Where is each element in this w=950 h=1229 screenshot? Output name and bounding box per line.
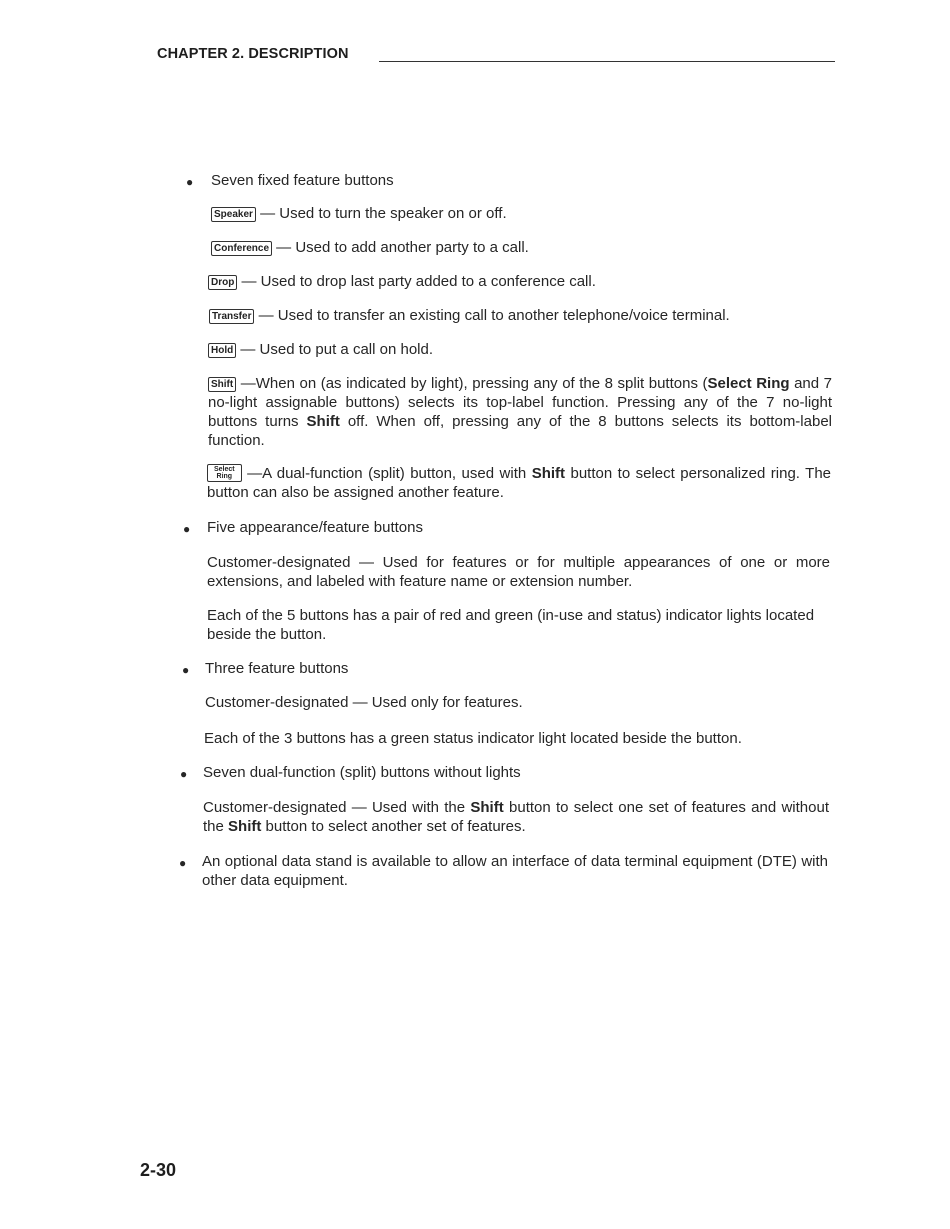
appearance-paragraph-1: Customer-designated — Used for features or for multiple appearances of one or more extensions, and labeled with feature name or extension number.: [207, 554, 830, 590]
page-header: [157, 46, 835, 68]
page-number: 2-30: [140, 1160, 177, 1180]
select-ring-bold: Select Ring: [707, 375, 790, 392]
speaker-item: [211, 204, 507, 223]
hold-item: [208, 340, 433, 359]
shift-bold: Shift: [228, 818, 262, 835]
bullet-fixed-buttons: Seven fixed feature buttons: [211, 172, 394, 189]
select-ring-desc-2: button to select personalized ring. The button can also be assigned another feature.: [207, 465, 832, 501]
shift-desc-3: off. When off, pressing any of the 8 buttons selects its bottom-label function.: [208, 413, 832, 449]
shift-bold: Shift: [531, 465, 566, 482]
drop-desc: — Used to drop last party added to a conference call.: [237, 273, 596, 290]
header-rule: [379, 61, 835, 62]
select-ring-key-bottom: Ring: [216, 473, 233, 480]
hold-desc: — Used to put a call on hold.: [236, 341, 433, 358]
bullet-dot: ●: [182, 663, 190, 677]
bullet-split-buttons: Seven dual-function (split) buttons without lights: [203, 764, 521, 781]
split-desc-3: button to select another set of features.: [261, 818, 526, 835]
transfer-key: Transfer: [209, 309, 254, 324]
speaker-desc: — Used to turn the speaker on or off.: [255, 205, 507, 222]
bullet-dot: ●: [179, 856, 187, 870]
speaker-key: Speaker: [211, 207, 256, 222]
transfer-desc: — Used to transfer an existing call to another telephone/voice terminal.: [254, 307, 730, 324]
split-desc-2: button to select one set of features and without the: [203, 799, 829, 835]
data-stand-paragraph: An optional data stand is available to allow an interface of data terminal equipment (DTE) with other data equipment.: [202, 853, 828, 889]
shift-desc-1: —When on (as indicated by light), pressing any of the 8 split buttons (: [236, 375, 708, 392]
bullet-dot: ●: [183, 522, 191, 536]
hold-key: Hold: [208, 343, 236, 358]
split-paragraph: [203, 798, 829, 836]
three-paragraph-1: Customer-designated — Used only for features.: [205, 694, 523, 711]
conference-key: Conference: [211, 241, 272, 256]
shift-desc-2: and 7 no-light assignable buttons) selects its top-label function. Pressing any of the 7 no-light buttons turns: [208, 375, 832, 430]
shift-bold: Shift: [306, 413, 340, 430]
select-ring-key-top: Select: [214, 466, 235, 473]
bullet-dot: ●: [180, 767, 188, 781]
bullet-appearance-buttons: Five appearance/feature buttons: [207, 519, 423, 536]
select-ring-desc-1: —A dual-function (split) button, used with: [241, 465, 532, 482]
bullet-dot: ●: [186, 175, 194, 189]
appearance-paragraph-2: Each of the 5 buttons has a pair of red and green (in-use and status) indicator lights located beside the button.: [207, 607, 815, 643]
shift-bold: Shift: [470, 799, 504, 816]
select-ring-item: [207, 464, 831, 502]
three-paragraph-2: Each of the 3 buttons has a green status indicator light located beside the button.: [204, 730, 742, 747]
split-desc-1: Customer-designated — Used with the: [203, 799, 471, 816]
transfer-item: [209, 306, 730, 325]
drop-key: Drop: [208, 275, 237, 290]
shift-key: Shift: [208, 377, 236, 392]
drop-item: [208, 272, 596, 291]
chapter-title: CHAPTER 2. DESCRIPTION: [157, 46, 349, 62]
conference-desc: — Used to add another party to a call.: [272, 239, 529, 256]
conference-item: [211, 238, 529, 257]
bullet-three-buttons: Three feature buttons: [205, 660, 349, 677]
select-ring-key: [207, 464, 242, 482]
shift-item: [208, 374, 832, 450]
